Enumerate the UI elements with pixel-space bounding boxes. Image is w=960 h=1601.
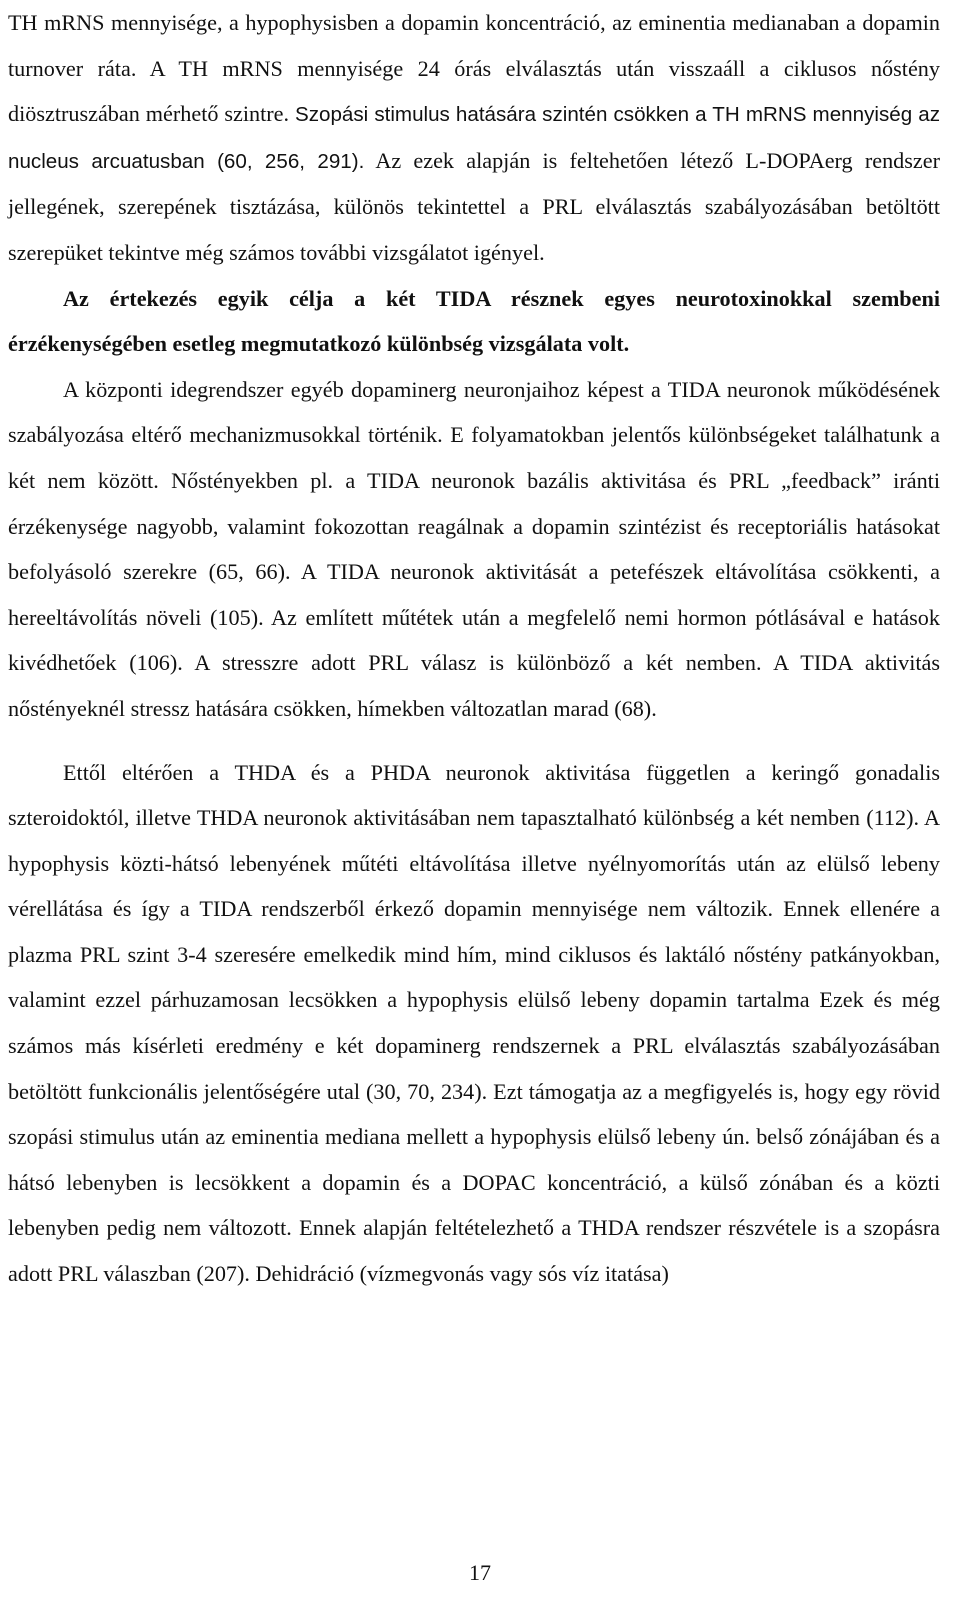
paragraph-tida-regulation: A központi idegrendszer egyéb dopaminerg neuronjaihoz képest a TIDA neuronok működésének szabályozása eltérő mechanizmusokkal történik. E folyamatokban jelentős különbségeket találhatunk a két nem között. Nőstényekben pl. a TIDA neuronok bazális aktivitása és PRL „feedback” iránti érzékenysége nagyobb, valamint fokozottan reagálnak a dopamin szintézist és receptoriális hatásokat befolyásoló szerekre (65, 66). A TIDA neuronok aktivitását a petefészek eltávolítása csökkenti, a hereeltávolítás növeli (105). Az említett műtétek után a megfelelő nemi hormon pótlásával e hatások kivédhetőek (106). A stresszre adott PRL válasz is különböző a két nemben. A TIDA aktivitás nőstényeknél stressz hatására csökken, hímekben változatlan marad (68). [8, 376, 940, 721]
paragraph-thesis-aim: Az értekezés egyik célja a két TIDA résznek egyes neurotoxinokkal szembeni érzékenységében esetleg megmutatkozó különbség vizsgálata volt. [8, 285, 940, 357]
paragraph-thda-phda: Ettől eltérően a THDA és a PHDA neuronok aktivitása független a keringő gonadalis szteroidoktól, illetve THDA neuronok aktivitásában nem tapasztalható különbség a két nemben (112). A hypophysis közti-hátsó lebenyének műtéti eltávolítása illetve nyélnyomorítás után az elülső lebeny vérellátása és így a TIDA rendszerből érkező dopamin mennyisége nem változik. Ennek ellenére a plazma PRL szint 3-4 szeresére emelkedik mind hím, mind ciklusos és laktáló nőstény patkányokban, valamint ezzel párhuzamosan lecsökken a hypophysis elülső lebeny dopamin tartalma Ezek és még számos más kísérleti eredmény e két dopaminerg rendszernek a PRL elválasztás szabályozásában betöltött funkcionális jelentőségére utal (30, 70, 234). Ezt támogatja az a megfigyelés is, hogy egy rövid szopási stimulus után az eminentia mediana mellett a hypophysis elülső lebeny ún. belső zónájában és a hátsó lebenyben is lecsökkent a dopamin és a DOPAC koncentráció, a külső zónában és a közti lebenyben pedig nem változott. Ennek alapján feltételezhető a THDA rendszer részvétele is a szopásra adott PRL válaszban (207). Dehidráció (vízmegvonás vagy sós víz itatása) [8, 759, 940, 1287]
page-number: 17 [469, 1560, 491, 1585]
document-page [8, 0, 940, 1297]
paragraph-1-text-sans: Szopási stimulus hatására szintén csökken a TH mRNS mennyiség az nucleus arcuatusban (60, 256, 291). [8, 103, 940, 173]
paragraph-1-text-c: Az ezek alapján is feltehetően létező L-DOPAerg rendszer jellegének, szerepének tisztázása, különös tekintettel a PRL elválasztás szabályozásában betöltött szerepüket tekintve még számos további vizsgálatot igényel. [8, 147, 940, 265]
paragraph-1-text-a: TH mRNS mennyisége, a hypophysisben a dopamin koncentráció, az eminentia medianaban a dopamin turnover ráta. A TH mRNS mennyisége 24 órás elválasztás után visszaáll a ciklusos nőstény diösztruszában mérhető szintre. [8, 10, 940, 127]
paragraph-dopamine-levels [8, 0, 940, 276]
